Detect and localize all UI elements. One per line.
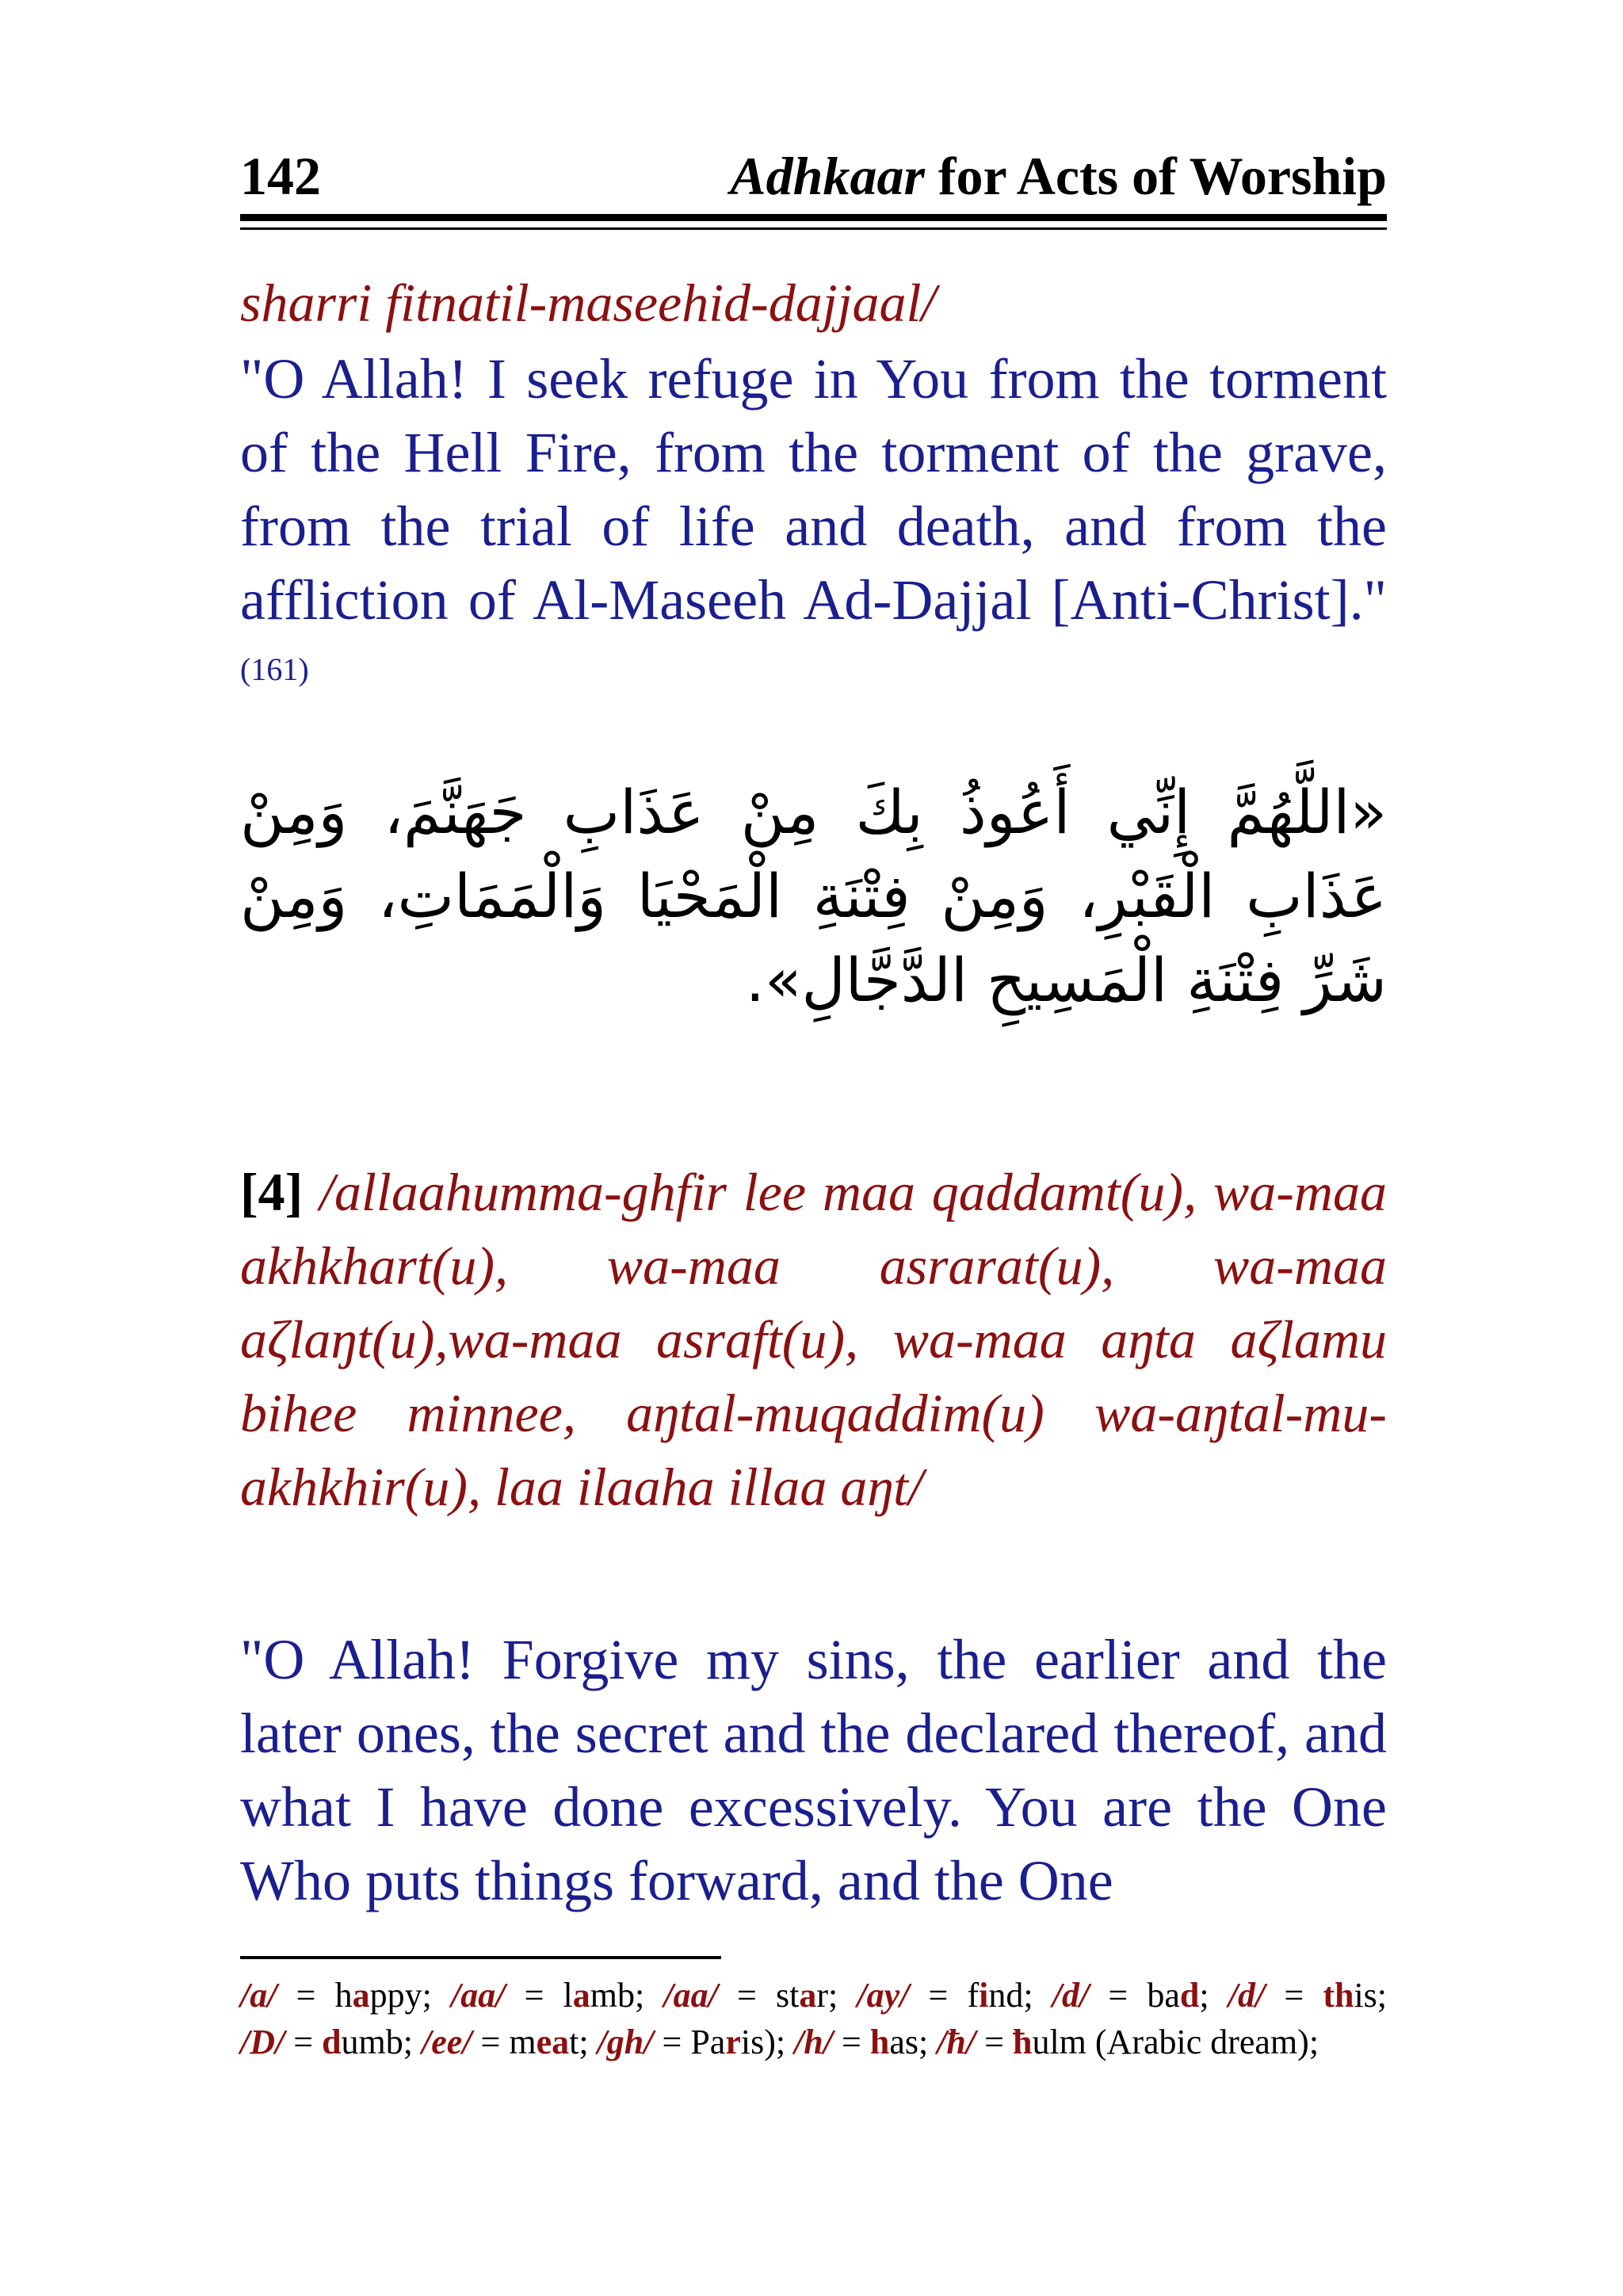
key-entry [422,2023,589,2061]
key-entry [1228,1976,1387,2015]
key-entry [240,2023,413,2061]
key-symbol: /aa/ [663,1976,718,2015]
key-entry [451,1976,644,2015]
key-example-post: as; [889,2023,929,2061]
key-equals: = [976,2023,1013,2061]
key-symbol: /ħ/ [937,2023,976,2061]
key-example-post: mb; [590,1976,645,2015]
key-example-post: r; [816,1976,838,2015]
key-example-post: ulm (Arabic dream); [1032,2023,1319,2061]
key-entry [794,2023,928,2061]
key-symbol: /h/ [794,2023,833,2061]
footnote-rule [240,1956,721,1959]
running-title [730,145,1387,208]
translation-paragraph-1 [240,342,1387,711]
key-equals: = [653,2023,691,2061]
key-example-pre: Pa [690,2023,726,2061]
key-example-highlight: ea [536,2023,570,2061]
key-example-post: ppy; [369,1976,432,2015]
key-example-pre: m [509,2023,537,2061]
key-symbol: /a/ [240,1976,277,2015]
key-example-pre: f [967,1976,980,2015]
key-example-highlight: d [322,2023,342,2061]
key-example-post: umb; [341,2023,413,2061]
key-example-post: nd; [988,1976,1033,2015]
key-example-highlight: h [869,2023,890,2061]
key-equals: = [472,2023,510,2061]
key-symbol: /gh/ [597,2023,654,2061]
key-equals: = [1265,1976,1323,2015]
key-equals: = [285,2023,323,2061]
arabic-supplication-1: «اللَّهُمَّ إِنِّي أَعُوذُ بِكَ مِنْ عَذَابِ جَهَنَّمَ، وَمِنْ عَذَابِ الْقَبْرِ، وَمِنْ فِتْنَةِ الْمَحْيَا وَالْمَمَاتِ، وَمِنْ شَرِّ فِتْنَةِ الْمَسِيحِ الدَّجَّالِ». [240,777,1387,1015]
key-example-pre: ba [1147,1976,1180,2015]
key-example-highlight: a [572,1976,590,2015]
key-example-highlight: a [352,1976,370,2015]
key-equals: = [909,1976,968,2015]
key-example-highlight: ħ [1012,2023,1033,2061]
key-symbol: /ay/ [857,1976,910,2015]
key-example-highlight: th [1323,1976,1354,2015]
key-example-pre: st [775,1976,800,2015]
page-number: 142 [240,146,321,206]
key-example-post: ; [1199,1976,1209,2015]
key-example-pre: h [334,1976,353,2015]
item-4-translation: "O Allah! Forgive my sins, the earlier and the later ones, the secret and the declared thereof, and what I have done excessively. You are the One Who puts things forward, and the One [240,1628,1387,1912]
key-symbol: /d/ [1052,1976,1090,2015]
header-rule-thin [240,227,1387,230]
item-4-translit-text: /allaahumma-ghfir lee maa qaddamt(u), wa-maa akhkhart(u), wa-maa asrarat(u), wa-maa aζlaŋt(u),wa-maa asraft(u), wa-maa aŋta aζlamu bihee minnee, aŋtal-muqaddim(u) wa-aŋtal-mu-akhkhir(u), laa ilaaha illaa aŋt/ [240,1162,1388,1517]
key-entry [857,1976,1033,2015]
key-example-highlight: d [1179,1976,1200,2015]
footnote-ref-161: (161) [240,651,309,687]
key-equals: = [277,1976,335,2015]
key-symbol: /D/ [240,2023,285,2061]
key-entry [663,1976,838,2015]
item-4-transliteration [240,1156,1387,1524]
translation-1-text: "O Allah! I seek refuge in You from the torment of the Hell Fire, from the torment of the grave, from the trial of life and death, and from the affliction of Al-Maseeh Ad-Dajjal [Anti-Christ]." [240,347,1387,632]
key-entry [937,2023,1319,2061]
key-symbol: /aa/ [450,1976,506,2015]
running-title-italic: Adhkaar [730,146,925,206]
key-example-pre: l [563,1976,573,2015]
header-rule-thick [240,214,1387,221]
transliteration-continued: sharri fitnatil-maseehid-dajjaal/ [240,273,937,333]
key-equals: = [1089,1976,1148,2015]
running-header [240,144,1387,208]
key-example-post: t; [569,2023,589,2061]
key-entry [240,1976,432,2015]
key-example-post: is; [1354,1976,1388,2015]
key-entry [598,2023,786,2061]
key-entry [1052,1976,1209,2015]
key-example-highlight: r [725,2023,741,2061]
pronunciation-key [240,1972,1387,2065]
key-equals: = [505,1976,563,2015]
key-equals: = [717,1976,776,2015]
key-symbol: /d/ [1228,1976,1266,2015]
key-example-post: is); [740,2023,786,2061]
key-example-highlight: i [979,1976,989,2015]
key-example-highlight: a [799,1976,817,2015]
running-title-rest: for Acts of Worship [924,146,1387,206]
item-number: [4] [240,1162,304,1222]
key-symbol: /ee/ [422,2023,472,2061]
key-equals: = [833,2023,870,2061]
